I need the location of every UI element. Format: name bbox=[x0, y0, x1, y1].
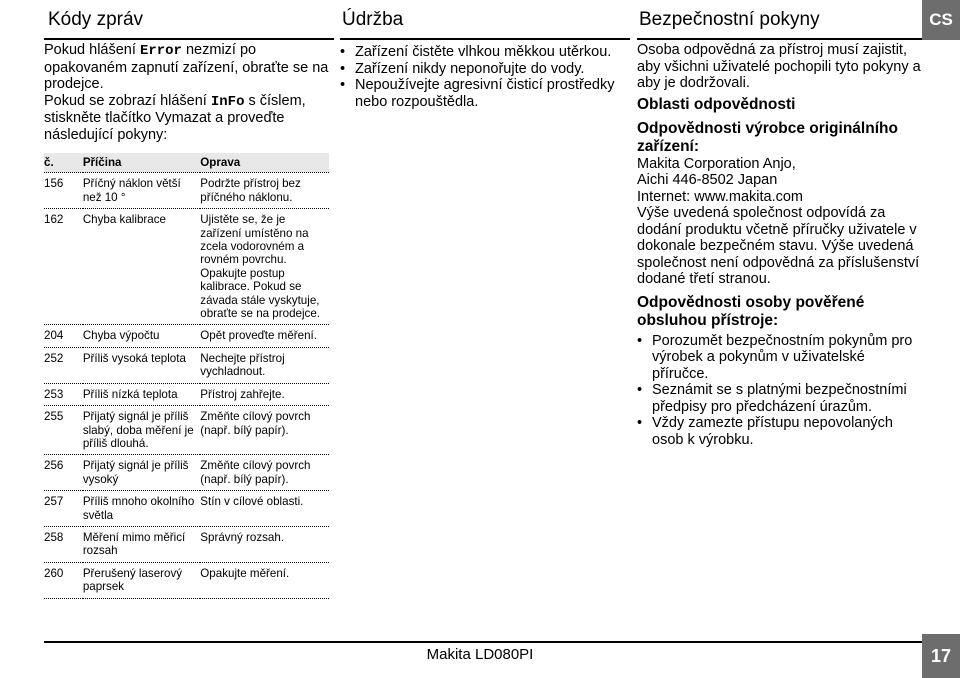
safety-section bbox=[637, 0, 922, 448]
codes-intro bbox=[44, 42, 334, 143]
row-cause: Příliš mnoho okolního světla bbox=[83, 491, 200, 527]
row-code: 162 bbox=[44, 209, 83, 325]
row-code: 156 bbox=[44, 173, 83, 209]
list-item: • Seznámit se s platnými bezpečnostními předpisy pro předcházení úrazům. bbox=[637, 382, 922, 415]
codes-section bbox=[44, 0, 334, 599]
table-row bbox=[44, 455, 329, 491]
row-cause: Přerušený laserový paprsek bbox=[83, 562, 200, 598]
row-fix: Podržte přístroj bez příčného náklonu. bbox=[200, 173, 329, 209]
list-item: • Vždy zamezte přístupu nepovolaných osob k výrobku. bbox=[637, 415, 922, 448]
intro-text: s číslem, stiskněte tlačítko Vymazat a proveďte následující pokyny: bbox=[44, 92, 306, 143]
info-keyword: InFo bbox=[210, 93, 245, 110]
row-cause: Chyba výpočtu bbox=[83, 325, 200, 347]
codes-intro-info bbox=[44, 93, 334, 144]
row-code: 255 bbox=[44, 406, 83, 455]
page-number: 17 bbox=[930, 645, 952, 666]
row-cause: Příliš vysoká teplota bbox=[83, 347, 200, 383]
table-row bbox=[44, 209, 329, 325]
safety-body bbox=[637, 42, 922, 448]
list-item: • Zařízení nikdy neponořujte do vody. bbox=[340, 61, 630, 78]
row-cause: Měření mimo měřicí rozsah bbox=[83, 526, 200, 562]
codes-table bbox=[44, 153, 329, 599]
table-row bbox=[44, 383, 329, 405]
safety-heading: Bezpečnostní pokyny bbox=[637, 0, 922, 40]
footer-model: Makita LD080PI bbox=[426, 646, 534, 663]
row-fix: Opakujte měření. bbox=[200, 562, 329, 598]
row-code: 256 bbox=[44, 455, 83, 491]
codes-table-body bbox=[44, 173, 329, 598]
row-fix: Přístroj zahřejte. bbox=[200, 383, 329, 405]
header-cause: Příčina bbox=[83, 153, 200, 173]
person-list bbox=[637, 333, 922, 449]
intro-text: nezmizí po opakovaném zapnutí zařízení, obraťte se na prodejce. bbox=[44, 42, 329, 92]
person-heading: Odpovědnosti osoby pověřené obsluhou přístroje: bbox=[637, 293, 865, 329]
table-row bbox=[44, 406, 329, 455]
language-code: CS bbox=[929, 10, 953, 29]
footer-divider bbox=[44, 641, 922, 643]
row-code: 252 bbox=[44, 347, 83, 383]
manufacturer-text: Výše uvedená společnost odpovídá za dodání produktu včetně příručky uživatele v dokonale bezpečném stavu. Výše uvedená společnost není odpovědná za příslušenství dodané třetí stranou. bbox=[637, 205, 920, 287]
intro-text: Pokud se zobrazí hlášení bbox=[44, 92, 211, 109]
company-name: Makita Corporation Anjo, bbox=[637, 155, 796, 172]
codes-intro-error bbox=[44, 42, 334, 93]
row-fix: Správný rozsah. bbox=[200, 526, 329, 562]
table-row bbox=[44, 325, 329, 347]
codes-heading: Kódy zpráv bbox=[44, 0, 334, 40]
row-fix: Opět proveďte měření. bbox=[200, 325, 329, 347]
codes-table-header bbox=[44, 153, 329, 173]
row-code: 258 bbox=[44, 526, 83, 562]
row-fix: Stín v cílové oblasti. bbox=[200, 491, 329, 527]
table-row bbox=[44, 562, 329, 598]
maintenance-heading: Údržba bbox=[340, 0, 630, 40]
manufacturer-heading: Odpovědnosti výrobce originálního zařízení: bbox=[637, 119, 898, 155]
table-row bbox=[44, 347, 329, 383]
areas-heading: Oblasti odpovědnosti bbox=[637, 95, 796, 113]
row-code: 253 bbox=[44, 383, 83, 405]
company-internet: Internet: www.makita.com bbox=[637, 188, 803, 205]
language-tab bbox=[922, 0, 960, 40]
table-row bbox=[44, 526, 329, 562]
header-no: č. bbox=[44, 153, 83, 173]
row-fix: Změňte cílový povrch (např. bílý papír). bbox=[200, 406, 329, 455]
page-number-tab bbox=[922, 634, 960, 678]
table-row bbox=[44, 173, 329, 209]
row-code: 260 bbox=[44, 562, 83, 598]
row-code: 257 bbox=[44, 491, 83, 527]
maintenance-section bbox=[340, 0, 630, 110]
list-item: • Zařízení čistěte vlhkou měkkou utěrkou. bbox=[340, 44, 630, 61]
table-row bbox=[44, 491, 329, 527]
row-code: 204 bbox=[44, 325, 83, 347]
row-cause: Přijatý signál je příliš slabý, doba měření je příliš dlouhá. bbox=[83, 406, 200, 455]
list-item: • Porozumět bezpečnostním pokynům pro výrobek a pokynům v uživatelské příručce. bbox=[637, 333, 922, 383]
row-fix: Nechejte přístroj vychladnout. bbox=[200, 347, 329, 383]
row-cause: Přijatý signál je příliš vysoký bbox=[83, 455, 200, 491]
intro-text: Pokud hlášení bbox=[44, 42, 140, 58]
row-cause: Příliš nízká teplota bbox=[83, 383, 200, 405]
row-cause: Chyba kalibrace bbox=[83, 209, 200, 325]
row-fix: Ujistěte se, že je zařízení umístěno na zcela vodorovném a rovném povrchu. Opakujte postup kalibrace. Pokud se závada stále vyskytuje, obraťte se na prodejce. bbox=[200, 209, 329, 325]
row-cause: Příčný náklon větší než 10 ° bbox=[83, 173, 200, 209]
safety-intro: Osoba odpovědná za přístroj musí zajistit, aby všichni uživatelé pochopili tyto pokyny a aby je dodržovali. bbox=[637, 42, 921, 91]
row-fix: Změňte cílový povrch (např. bílý papír). bbox=[200, 455, 329, 491]
header-fix: Oprava bbox=[200, 153, 329, 173]
error-keyword: Error bbox=[139, 43, 182, 59]
company-address: Aichi 446-8502 Japan bbox=[637, 172, 778, 188]
list-item: • Nepoužívejte agresivní čisticí prostředky nebo rozpouštědla. bbox=[340, 77, 630, 110]
maintenance-list bbox=[340, 44, 630, 110]
